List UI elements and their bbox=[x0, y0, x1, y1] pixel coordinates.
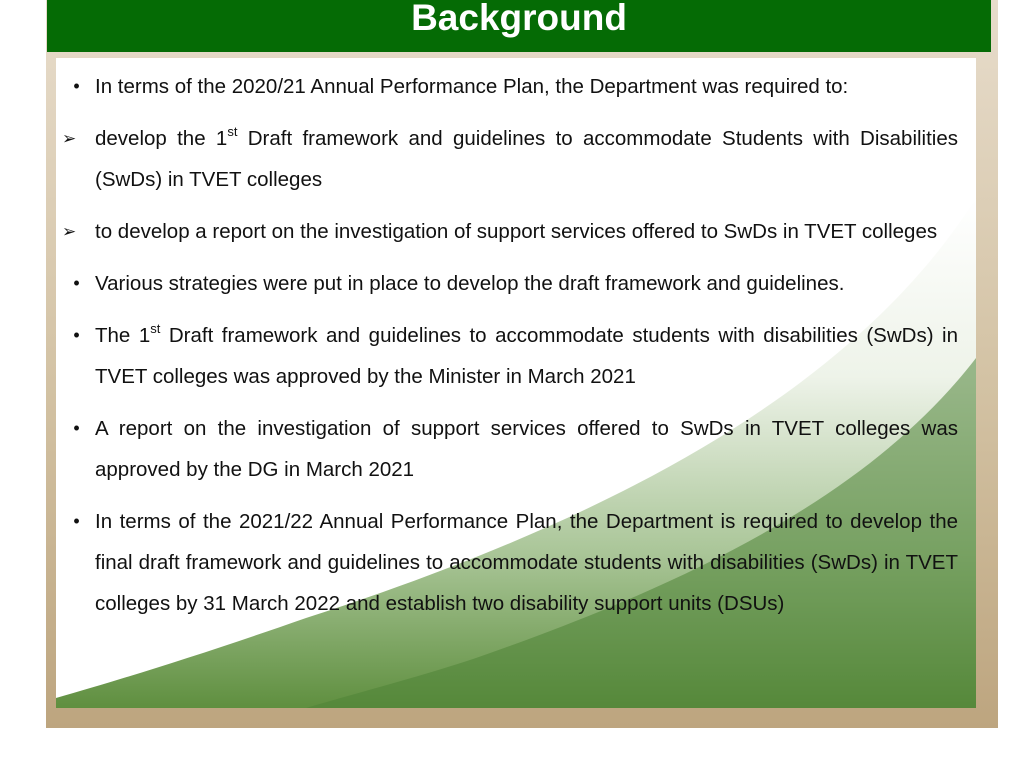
bullet-text: to develop a report on the investigation of support services offered to SwDs in TVET colleges bbox=[95, 220, 938, 243]
ordinal-superscript: st bbox=[150, 321, 161, 337]
bullet-text bbox=[95, 315, 958, 397]
arrow-bullet-icon: ➢ bbox=[62, 222, 77, 241]
bullet-text: In terms of the 2021/22 Annual Performance Plan, the Department is required to develop the final draft framework and guidelines to accommodate students with disabilities (SwDs) in TVET colleges by 31 March 2022 and establish two disability support units (DSUs) bbox=[95, 510, 958, 615]
bullet-item bbox=[58, 66, 958, 107]
bullet-icon: • bbox=[73, 273, 80, 293]
bullet-text-part: develop the 1 bbox=[95, 127, 228, 150]
bullet-list bbox=[58, 66, 958, 635]
sub-bullet-item bbox=[58, 211, 958, 252]
bullet-text: Various strategies were put in place to develop the draft framework and guidelines. bbox=[95, 272, 845, 295]
bullet-text bbox=[95, 118, 958, 200]
ordinal-superscript: st bbox=[227, 124, 238, 140]
bullet-icon: • bbox=[73, 76, 80, 96]
bullet-item bbox=[58, 501, 958, 624]
bullet-text-part: The 1 bbox=[95, 324, 151, 347]
bullet-icon: • bbox=[73, 325, 80, 345]
bullet-icon: • bbox=[73, 511, 80, 531]
sub-bullet-item bbox=[58, 118, 958, 200]
bullet-text-part: Draft framework and guidelines to accommodate Students with Disabilities (SwDs) in TVET colleges bbox=[95, 127, 959, 191]
bullet-item bbox=[58, 315, 958, 397]
arrow-bullet-icon: ➢ bbox=[62, 129, 77, 148]
bullet-item bbox=[58, 408, 958, 490]
bullet-item bbox=[58, 263, 958, 304]
bullet-text: In terms of the 2020/21 Annual Performance Plan, the Department was required to: bbox=[95, 75, 849, 98]
slide-title: Background bbox=[411, 0, 627, 38]
bullet-icon: • bbox=[73, 418, 80, 438]
title-bar bbox=[47, 0, 991, 52]
bullet-text-part: Draft framework and guidelines to accommodate students with disabilities (SwDs) in TVET colleges was approved by the Minister in March 2021 bbox=[95, 324, 958, 388]
bullet-text: A report on the investigation of support services offered to SwDs in TVET colleges was approved by the DG in March 2021 bbox=[95, 417, 958, 481]
